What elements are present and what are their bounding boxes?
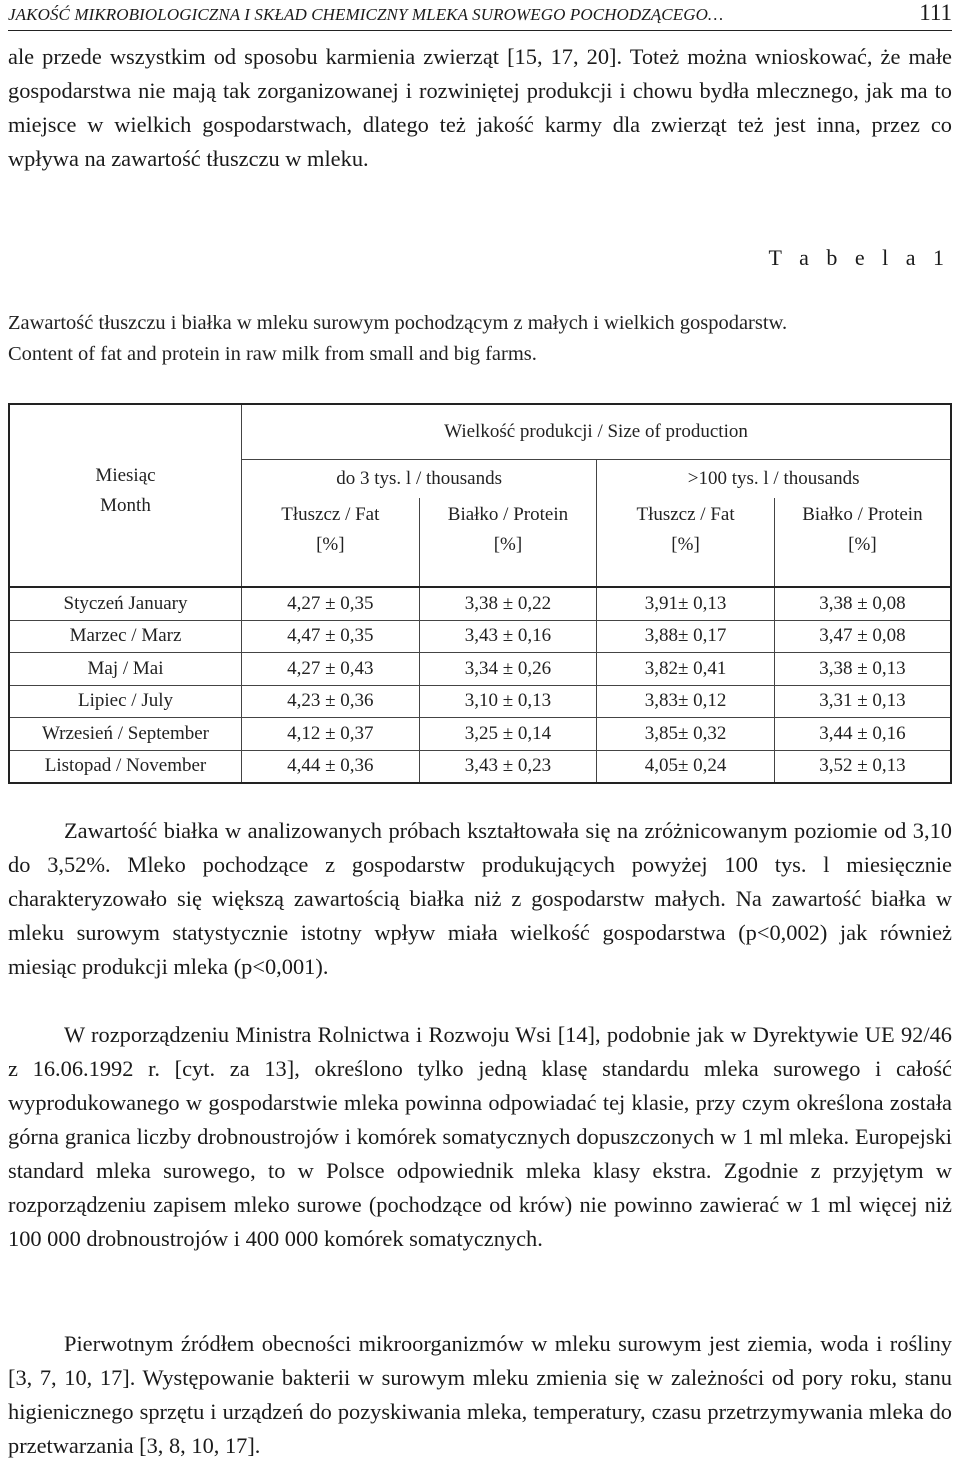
month-cell: Marzec / Marz [9,620,242,653]
fat-label: Tłuszcz / Fat [636,504,735,525]
table-caption-en: Content of fat and protein in raw milk from small and big farms. [8,343,537,365]
fat-big-cell: 3,88± 0,17 [597,620,775,653]
month-cell: Wrzesień / September [9,718,242,751]
fat-small-cell: 4,27 ± 0,43 [242,653,420,686]
protein-big-header [774,498,951,587]
size-of-production-header: Wielkość produkcji / Size of production [242,404,951,460]
fat-big-header [597,498,775,587]
paragraph-3: W rozporządzeniu Ministra Rolnictwa i Rozwoju Wsi [14], podobnie jak w Dyrektywie UE 92/46 z 16.06.1992 r. [cyt. za 13], określono tylko jedną klasę standardu mleka surowego i całość wyprodukowanego w gospodarstwie mleka powinna odpowiadać tej klasie, przy czym określona została górna granica liczby drobnoustrojów i komórek somatycznych dopuszczonych w 1 ml mleka. Europejski standard mleka surowego, to w Polsce odpowiednik mleka klasy ekstra. Zgodnie z przyjętym w rozporządzeniu zapisem mleko surowe (pochodzące od krów) nie powinno zawierać w 1 ml więcej niż 100 000 drobnoustrojów i 400 000 komórek somatycznych. [8,1022,952,1251]
unit-label: [%] [671,534,700,555]
unit-label: [%] [316,534,345,555]
protein-small-cell: 3,43 ± 0,16 [419,620,597,653]
month-cell: Maj / Mai [9,653,242,686]
fat-small-cell: 4,23 ± 0,36 [242,685,420,718]
month-header-pl: Miesiąc [95,465,156,486]
fat-big-cell: 3,82± 0,41 [597,653,775,686]
protein-label: Białko / Protein [447,504,569,525]
running-header [8,0,952,31]
table-row [9,750,951,783]
table-caption-pl: Zawartość tłuszczu i białka w mleku surowym pochodzącym z małych i wielkich gospodarstw. [8,312,788,334]
paragraph-2: Zawartość białka w analizowanych próbach kształtowała się na zróżnicowanym poziomie od 3,10 do 3,52%. Mleko pochodzące z gospodarstw produkujących powyżej 100 tys. l miesięcznie charakteryzowało się większą zawartością białka niż z gospodarstw małych. Na zawartość białka w mleku surowym statystycznie istotny wpływ miała wielkość gospodarstwa (p<0,002) jak również miesiąc produkcji mleka (p<0,001). [8,818,952,979]
table-caption [8,308,787,370]
fat-big-cell: 3,91± 0,13 [597,587,775,620]
protein-small-cell: 3,38 ± 0,22 [419,587,597,620]
page-number: 111 [919,0,952,25]
table-row [9,653,951,686]
protein-big-cell: 3,38 ± 0,13 [774,653,951,686]
protein-big-cell: 3,47 ± 0,08 [774,620,951,653]
fat-small-cell: 4,27 ± 0,35 [242,587,420,620]
fat-small-cell: 4,12 ± 0,37 [242,718,420,751]
unit-label: [%] [493,534,523,555]
protein-big-cell: 3,38 ± 0,08 [774,587,951,620]
fat-label: Tłuszcz / Fat [281,504,380,525]
month-header-en: Month [100,495,151,516]
fat-small-cell: 4,47 ± 0,35 [242,620,420,653]
running-header-title: JAKOŚĆ MIKROBIOLOGICZNA I SKŁAD CHEMICZNY MLEKA SUROWEGO POCHODZĄCEGO… [8,5,724,24]
protein-small-cell: 3,34 ± 0,26 [419,653,597,686]
month-cell: Styczeń January [9,587,242,620]
protein-label: Białko / Protein [802,504,923,525]
fat-small-cell: 4,44 ± 0,36 [242,750,420,783]
table-row [9,718,951,751]
month-header [9,404,242,587]
table-row [9,620,951,653]
protein-small-header [419,498,597,587]
unit-label: [%] [848,534,877,555]
paragraph-4: Pierwotnym źródłem obecności mikroorganizmów w mleku surowym jest ziemia, woda i rośliny [3, 7, 10, 17]. Występowanie bakterii w surowym mleku zmienia się w zależności od pory roku, stanu higienicznego sprzętu i urządzeń do pozyskiwania mleka, temperatury, czasu przetrzymywania mleka do przetwarzania [3, 8, 10, 17]. [8,1331,952,1458]
paragraph-1: ale przede wszystkim od sposobu karmienia zwierząt [15, 17, 20]. Toteż można wnioskować, że małe gospodarstwa nie mają tak zorganizowanej i rozwiniętej produkcji i chowu bydła mlecznego, jak ma to miejsce w wielkich gospodarstwach, dlatego też jakość karmy dla zwierząt też jest inna, przez co wpływa na zawartość tłuszczu w mleku. [8,44,952,171]
table-row [9,685,951,718]
big-farm-header: >100 tys. l / thousands [597,460,951,499]
protein-small-cell: 3,43 ± 0,23 [419,750,597,783]
data-table [8,403,952,784]
month-cell: Listopad / November [9,750,242,783]
small-farm-header: do 3 tys. l / thousands [242,460,597,499]
table-row [9,587,951,620]
protein-small-cell: 3,25 ± 0,14 [419,718,597,751]
protein-big-cell: 3,44 ± 0,16 [774,718,951,751]
fat-big-cell: 3,85± 0,32 [597,718,775,751]
fat-big-cell: 3,83± 0,12 [597,685,775,718]
fat-small-header [242,498,420,587]
protein-small-cell: 3,10 ± 0,13 [419,685,597,718]
protein-big-cell: 3,31 ± 0,13 [774,685,951,718]
table-label: T a b e l a 1 [768,245,950,270]
fat-big-cell: 4,05± 0,24 [597,750,775,783]
month-cell: Lipiec / July [9,685,242,718]
protein-big-cell: 3,52 ± 0,13 [774,750,951,783]
